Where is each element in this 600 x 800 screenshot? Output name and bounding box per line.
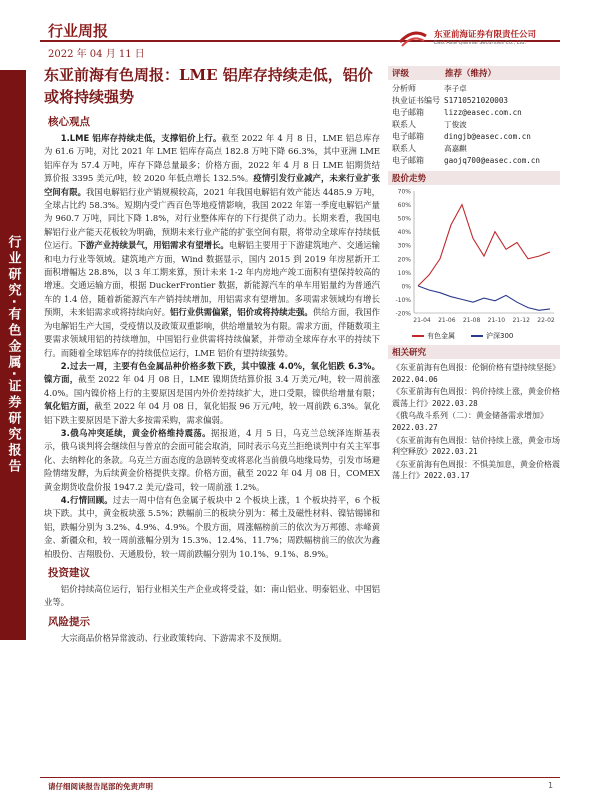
y-tick-label: 70% (397, 188, 411, 196)
sidebar-band (0, 70, 26, 640)
p1-text-a: 截至 2022 年 4 月 8 日，LME 铝总库存为 61.6 万吨，对比 2021 年 LME 铝库存高点 182.8 万吨下降 66.3%，其中亚洲 LME 铝库存为 57.4 万吨，库存下降总量最多；价格方面，2022 年 4 月 8 日 LME 铝期货结算价报 3395 美元/吨，较 2020 年低点增长 132.5%。 (44, 133, 380, 184)
p1-highlight-b: 疫情引发行业减产，未来行业扩张空间有限。 (44, 173, 380, 197)
analyst-value: gaojq700@easec.com.cn (444, 156, 541, 165)
analyst-row (388, 83, 560, 95)
core-view-paragraph-3 (44, 427, 380, 494)
analyst-value: S1710521020003 (444, 96, 509, 105)
legend-item-sector (412, 331, 455, 341)
related-report-title: 《东亚前海有色周报：不惧美加息，黄金价格震荡上行》 (392, 459, 560, 481)
analyst-row (388, 143, 560, 155)
analyst-label: 电子邮箱 (392, 132, 424, 141)
company-name-cn: 东亚前海证券有限责任公司 (434, 30, 537, 40)
analyst-list (388, 83, 560, 167)
risk-text: 大宗商品价格异常波动、行业政策转向、下游需求不及预期。 (60, 632, 287, 643)
y-tick-label: 10% (397, 269, 411, 277)
report-type: 行业周报 (48, 22, 109, 40)
related-report-item[interactable] (392, 459, 560, 482)
related-research-list (388, 362, 560, 482)
p1-text-e: 电解铝主要用于下游建筑地产、交通运输和电力行业等领域。建筑地产方面，Wind 数据显示，国内 2015 到 2019 年房屋新开工面积增幅达 28.8%，以 3 年工期来算，预计未来 1-2 年内房地产竣工面积有望保持较高的增速。交通运输方面，根据 DuckerFrontier 数据，新能源汽车的单车用铝量约为普通汽车的 1.4 倍，随着新能源汽车产销持续增加，用铝需求有望增加。多项需求领域均有增长预期，未来铝需求或将持续向好。 (44, 240, 381, 318)
analyst-label: 电子邮箱 (392, 108, 424, 117)
p4-text-a: 过去一周中信有色金属子板块中 2 个板块上涨，1 个板块持平，6 个板块下跌。其中，黄金板块涨 5.5%；跌幅前三的板块分别为：稀土及磁性材料、镍钴锡锑和铝，跌幅分别为 3.2%、4.9%、4.9%。个股方面，周涨幅榜前三的依次为万邦德、赤峰黄金、新疆众和，较一周前涨幅分别为 15.3%、12.4%、11.7%；周跌幅榜前三的依次为鑫柏股份、吉翔股份、天通股份，较一周前跌幅分别为 10.1%、9.1%、8.9%。 (44, 494, 380, 559)
p1-lead: 1.LME 铝库存持续走低，支撑铝价上行。 (60, 133, 222, 143)
related-report-date: 2022.03.28 (432, 398, 478, 408)
legend-label-index: 沪深300 (486, 332, 514, 340)
x-tick-label: 21-04 (413, 317, 431, 324)
page-number: 1 (548, 781, 554, 790)
x-tick-label: 21-06 (438, 317, 456, 324)
related-report-item[interactable] (392, 410, 560, 433)
series-line-index (418, 286, 550, 310)
related-research-heading: 相关研究 (388, 345, 560, 359)
stock-chart-svg (388, 185, 560, 331)
risk-heading: 风险提示 (48, 615, 90, 628)
investment-text: 铝价持续高位运行，铝行业相关生产企业或将受益，如：南山铝业、明泰铝业、中国铝业等。 (44, 584, 380, 608)
sidebar-label: 行业研究·有色金属·证券研究报告 (5, 235, 21, 475)
analyst-label: 联系人 (392, 144, 416, 153)
report-date: 2022 年 04 月 11 日 (48, 49, 145, 60)
investment-heading: 投资建议 (48, 567, 90, 579)
analyst-row (388, 107, 560, 119)
y-tick-label: 30% (397, 242, 411, 250)
p2-text-b: 截至 2022 年 04 月 08 日，LME 镍期货结算价报 3.4 万美元/吨，较一周前涨 4.0%。国内镍价格上行的主要原因是国内外价差持续扩大，进口受限，镍供给增量有限； (44, 374, 380, 398)
y-tick-label: 50% (397, 215, 411, 223)
p1-text-c: 我国电解铝行业产销规模较高，2021 年我国电解铝有效产能达 4485.9 万吨，全球占比约 58.3%。短期内受广西百色等地疫情影响，我国 2022 年第一季度电解铝产量为 960.7 万吨，同比下降 1.8%，对行业整体库存的下行提供了动力。长期来看，我国电解铝行业产能天花板较为明确，预期未来行业产能的扩张空间有限，将带动全球库存持续低位运行。 (44, 186, 381, 251)
right-column (388, 66, 560, 483)
x-tick-label: 21-08 (462, 317, 481, 324)
analyst-row (388, 119, 560, 131)
legend-swatch-index (471, 335, 483, 337)
p1-highlight-f: 铝行业供需偏紧，铝价或将持续走强。 (170, 307, 313, 318)
analyst-value: 高嘉麒 (444, 144, 467, 153)
company-logo-icon (398, 26, 428, 48)
rating-box (388, 66, 560, 80)
x-tick-label: 21-12 (512, 317, 530, 324)
analyst-label: 电子邮箱 (392, 156, 424, 165)
related-report-date: 2022.04.06 (392, 374, 438, 384)
rating-value: 推荐（维持） (445, 69, 497, 79)
related-report-date: 2022.03.17 (424, 471, 470, 481)
company-name-en: East Asia Qianhai Securities Co., Ltd. (434, 40, 527, 46)
related-report-item[interactable] (392, 362, 560, 385)
core-view-paragraph-4 (44, 494, 380, 561)
legend-swatch-sector (412, 335, 424, 337)
related-report-title: 《东亚前海有色周报：伦铜价格有望持续坚挺》 (392, 363, 560, 372)
main-column (44, 64, 380, 645)
x-tick-label: 21-10 (487, 317, 506, 324)
analyst-value: dingjb@easec.com.cn (444, 132, 531, 141)
analyst-row (388, 131, 560, 143)
analyst-value: 丁俊波 (444, 120, 467, 129)
analyst-row (388, 95, 560, 107)
p4-lead: 4.行情回顾。 (60, 494, 113, 505)
analyst-row (388, 155, 560, 167)
p2-lead: 2.过去一周，主要有色金属品种价格多数下跌，其中镍涨 4.0%，氧化铝跌 6.3%。 (60, 360, 380, 371)
related-report-title: 《东亚前海有色周报：钴价持续上涨，黄金市场利空释放》 (392, 435, 560, 457)
chart-legend (412, 331, 560, 341)
p2-highlight-a: 镍方面， (44, 374, 79, 385)
rating-label: 评级 (392, 69, 410, 79)
analyst-label: 分析师 (392, 84, 416, 93)
y-tick-label: -20% (395, 310, 411, 318)
related-report-item[interactable] (392, 435, 560, 458)
series-line-sector (418, 205, 550, 286)
p1-highlight-d: 下游产业持续景气，用铝需求有望增长。 (77, 240, 229, 251)
footer-divider (40, 777, 560, 778)
related-report-date: 2022.03.21 (432, 447, 478, 457)
analyst-label: 联系人 (392, 120, 416, 129)
related-report-item[interactable] (392, 386, 560, 409)
y-tick-label: 40% (397, 229, 411, 237)
stock-chart-heading: 股价走势 (388, 171, 560, 185)
analyst-label: 执业证书编号 (392, 96, 440, 105)
y-tick-label: -10% (395, 296, 411, 304)
analyst-value: 李子卓 (444, 84, 467, 93)
legend-item-index (471, 331, 513, 341)
y-tick-label: 60% (397, 202, 411, 210)
related-report-title: 《俄乌战斗系列（二）：黄金储备需求增加》 (392, 411, 548, 421)
p3-text-a: 据报道，4 月 5 日，乌克兰总统泽连斯基表示，俄乌谈判将会继续但与普京的会面可能会取消，同时表示乌克兰拒绝谈判中有关主军事化、去纳粹化的条款。乌克兰方面态度的急剧转变或将恶化当前俄乌地缘局势，引发市场避险情绪发酵，为后续黄金价格提供支撑。价格方面，截至 2022 年 04 月 08 日，COMEX 黄金期货收盘价报 1947.2 美元/盎司，较一周前涨 1.2%。 (44, 427, 380, 492)
company-logo (398, 22, 566, 52)
p2-highlight-c: 氧化铝方面， (44, 401, 95, 412)
related-report-date: 2022.03.27 (392, 422, 438, 432)
footer-disclaimer: 请仔细阅读报告尾部的免责声明 (48, 782, 153, 791)
core-view-paragraph-2 (44, 360, 380, 427)
core-view-heading: 核心观点 (48, 116, 90, 128)
analyst-value: lizz@easec.com.cn (444, 108, 522, 117)
p2-text-d: 截至 2022 年 04 月 08 日，氧化铝报 96 万元/吨，较一周前跌 6.3%。氧化铝下跌主要原因是下游大多按需采购，需求偏弱。 (44, 401, 381, 425)
legend-label-sector: 有色金属 (427, 332, 455, 340)
stock-chart (388, 185, 560, 331)
p1-text-g: 供给方面，我国作为电解铝生产大国，受疫情以及政策双重影响，供给增量较为有限。需求方面，伴随数项主要需求领域用铝的持续增加，中国铝行业供需将持续偏紧，并带动全球库存水平的持续下行。而随着全球铝库存的持续低位运行，LME 铝价有望持续强势。 (44, 307, 381, 358)
related-report-title: 《东亚前海有色周报：钨价持续上涨，黄金价格震荡上行》 (392, 387, 560, 408)
report-title: 东亚前海有色周报：LME 铝库存持续走低，铝价或将持续强势 (44, 66, 373, 106)
y-tick-label: 20% (397, 256, 411, 264)
p3-lead: 3.俄乌冲突延续，黄金价格维持震荡。 (60, 427, 211, 438)
y-tick-label: 0% (401, 283, 411, 291)
x-tick-label: 22-02 (537, 317, 555, 324)
core-view-paragraph-1 (44, 132, 380, 360)
